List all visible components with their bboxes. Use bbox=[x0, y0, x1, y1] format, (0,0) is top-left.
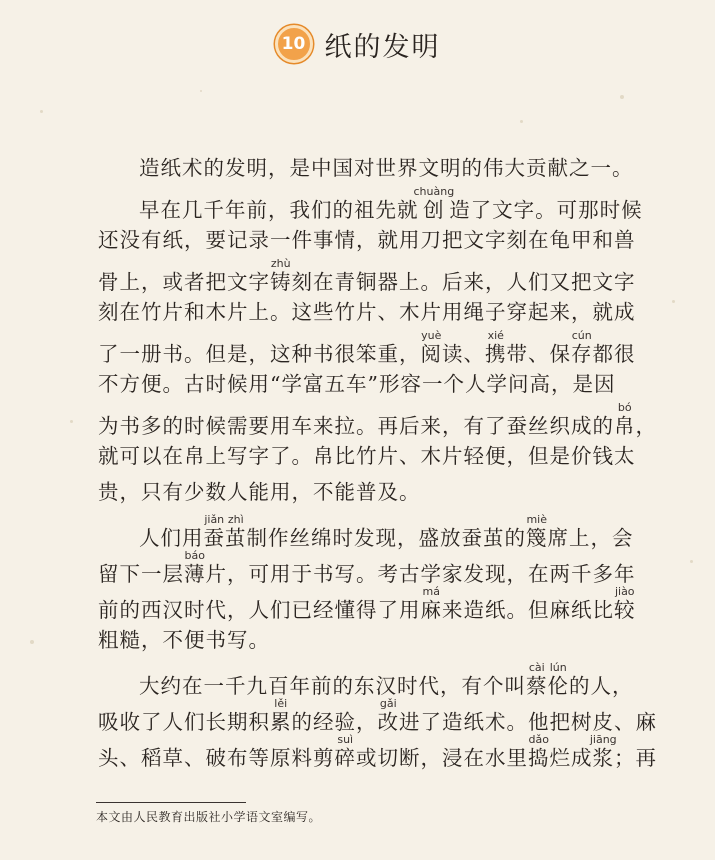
text-line: 粗糙，不便书写。 bbox=[98, 628, 270, 652]
text-line: 了一册书。但是，这种书很笨重，阅yuè读、携xié带、保存cún都很 bbox=[98, 329, 636, 366]
pinyin-annotation: jiǎn bbox=[203, 513, 225, 526]
lesson-title: 纸的发明 bbox=[324, 31, 441, 63]
pinyin-annotation: bó bbox=[614, 401, 636, 414]
pinyin-annotation: zhì bbox=[225, 513, 247, 526]
text-line: 吸收了人们长期积累lěi的经验，改gǎi进了造纸术。他把树皮、麻 bbox=[98, 697, 657, 734]
lesson-number-badge: 10 bbox=[275, 25, 313, 63]
ruby-chuang: 创chuàng bbox=[413, 185, 455, 222]
pinyin-annotation: má bbox=[420, 585, 442, 598]
lesson-body bbox=[98, 150, 657, 770]
text-line: 早在几千年前，我们的祖先就创chuàng造了文字。可那时候 bbox=[139, 185, 643, 222]
pinyin-annotation: jiāng bbox=[589, 733, 617, 746]
text-line: 还没有纸，要记录一件事情，就用刀把文字刻在龟甲和兽 bbox=[98, 228, 636, 252]
pinyin-annotation: yuè bbox=[420, 329, 442, 342]
pinyin-annotation: báo bbox=[184, 549, 206, 562]
pinyin-annotation: xié bbox=[485, 329, 507, 342]
pinyin-annotation: cún bbox=[571, 329, 593, 342]
text-line: 前的西汉时代，人们已经懂得了用麻má来造纸。但麻纸比较jiào bbox=[98, 585, 636, 622]
lesson-header bbox=[0, 22, 715, 66]
text-line: 造纸术的发明，是中国对世界文明的伟大贡献之一。 bbox=[139, 156, 634, 180]
footnote: 本文由人民教育出版社小学语文室编写。 bbox=[96, 810, 322, 824]
pinyin-annotation: cài bbox=[526, 661, 548, 674]
text-line: 不方便。古时候用“学富五车”形容一个人学问高，是因 bbox=[98, 372, 616, 396]
pinyin-annotation: jiào bbox=[614, 585, 636, 598]
text-line: 人们用蚕jiǎn茧zhì制作丝绵时发现，盛放蚕茧的篾miè席上，会 bbox=[139, 513, 634, 550]
text-line: 留下一层薄báo片，可用于书写。考古学家发现，在两千多年 bbox=[98, 549, 636, 586]
pinyin-annotation: zhù bbox=[270, 257, 292, 270]
text-line: 大约在一千九百年前的东汉时代，有个叫蔡cài伦lún的人， bbox=[139, 661, 634, 698]
text-line: 就可以在帛上写字了。帛比竹片、木片轻便，但是价钱太 bbox=[98, 444, 636, 468]
pinyin-annotation: lún bbox=[547, 661, 569, 674]
pinyin-annotation: gǎi bbox=[377, 697, 399, 710]
text-line: 头、稻草、破布等原料剪碎suì或切断，浸在水里捣dǎo烂成浆jiāng；再 bbox=[98, 733, 657, 770]
pinyin-annotation: miè bbox=[526, 513, 548, 526]
footnote-divider bbox=[96, 802, 246, 803]
text-line: 骨上，或者把文字铸zhù刻在青铜器上。后来，人们又把文字 bbox=[98, 257, 636, 294]
pinyin-annotation: suì bbox=[334, 733, 356, 746]
text-line: 刻在竹片和木片上。这些竹片、木片用绳子穿起来，就成 bbox=[98, 300, 636, 324]
pinyin-annotation: dǎo bbox=[528, 733, 550, 746]
text-line: 贵，只有少数人能用，不能普及。 bbox=[98, 480, 421, 504]
pinyin-annotation: lěi bbox=[270, 697, 292, 710]
pinyin-annotation: chuàng bbox=[413, 185, 455, 198]
text-line: 为书多的时候需要用车来拉。再后来，有了蚕丝织成的帛bó， bbox=[98, 401, 657, 438]
